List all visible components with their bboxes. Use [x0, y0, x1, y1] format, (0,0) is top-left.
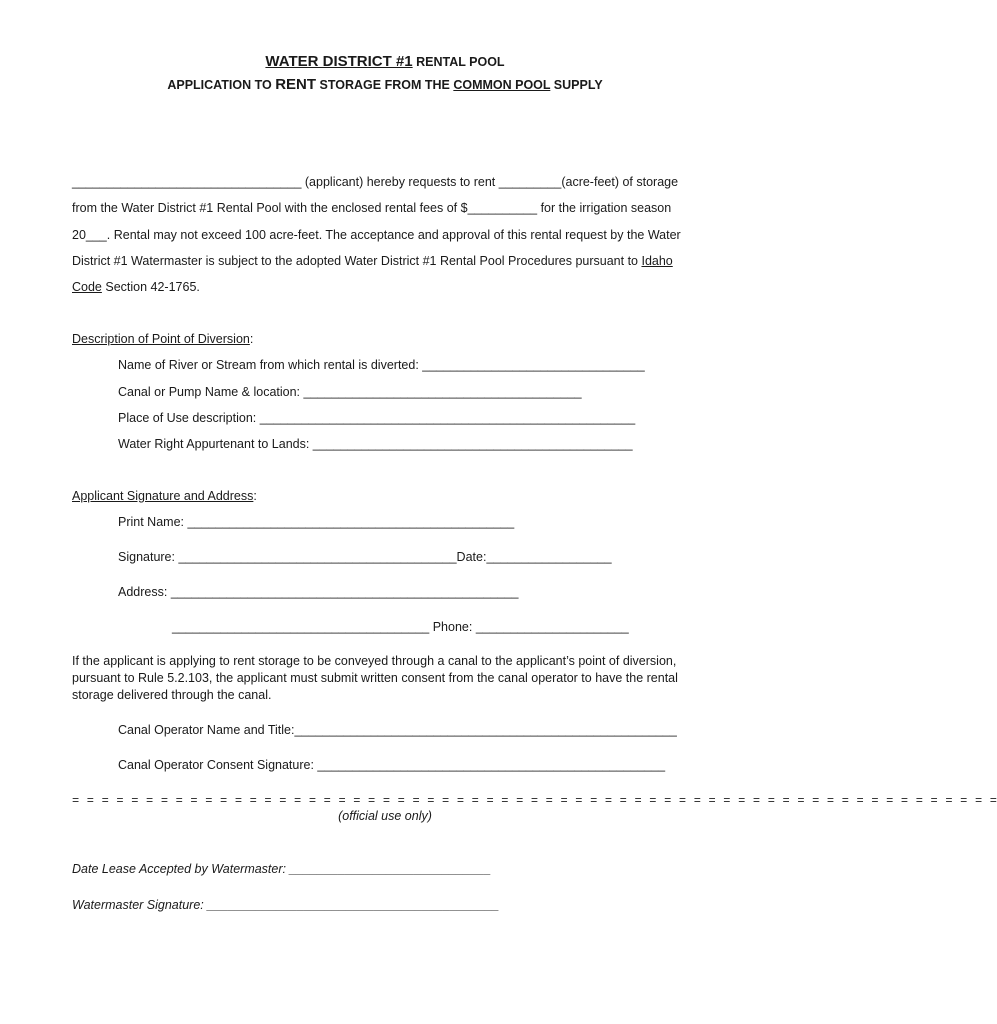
address-field[interactable]: __________________________________________________ [170, 585, 519, 599]
canal-para-line-1: If the applicant is applying to rent storage to be conveyed through a canal to the applicant’s point of diversion, [72, 654, 677, 668]
intro-line-3-text: . Rental may not exceed 100 acre-feet. The acceptance and approval of this rental request by the Water [106, 228, 681, 242]
lease-label: Date Lease Accepted by Watermaster: [72, 862, 290, 876]
intro-line-3 [72, 227, 681, 243]
operator-label: Canal Operator Name and Title: [118, 723, 295, 737]
lease-row [72, 861, 491, 877]
signature-field[interactable]: ________________________________________ [178, 550, 457, 564]
water-right-row [118, 436, 633, 452]
signature-label: Signature: [118, 550, 179, 564]
lease-date-field[interactable]: _____________________________ [289, 862, 492, 876]
subtitle-part-b: STORAGE FROM THE [316, 78, 454, 92]
intro-line-2-text: from the Water District #1 Rental Pool with the enclosed rental fees of $ [72, 201, 468, 215]
watermaster-signature-field[interactable]: __________________________________________ [207, 898, 500, 912]
print-name-label: Print Name: [118, 515, 188, 529]
title-rental-pool: RENTAL POOL [412, 55, 505, 69]
canal-field[interactable]: ________________________________________ [303, 385, 582, 399]
place-of-use-row [118, 410, 635, 426]
address-row [118, 584, 518, 600]
water-right-field[interactable]: ______________________________________________ [312, 437, 633, 451]
diversion-heading-colon: : [249, 332, 254, 346]
signature-heading-colon: : [253, 489, 257, 503]
signature-heading [72, 488, 257, 504]
intro-line-1 [72, 174, 678, 190]
intro-line-2-tail: for the irrigation season [537, 201, 672, 215]
separator-line: = = = = = = = = = = = = = = = = = = = = = = = = = = = = = = = = = = = = = = = = = = = = = = = = = = = = = = = = = = = = = = = [72, 794, 997, 808]
form-title [0, 53, 770, 70]
form-subtitle [0, 76, 770, 93]
print-name-row [118, 514, 514, 530]
applicant-name-field[interactable]: _________________________________ [72, 175, 302, 189]
subtitle-part-c: SUPPLY [550, 78, 603, 92]
consent-field[interactable]: __________________________________________________ [317, 758, 666, 772]
season-year-field[interactable]: ___ [85, 228, 107, 242]
canal-para-line-3: storage delivered through the canal. [72, 688, 272, 702]
intro-line-5-text: Section 42-1765. [101, 280, 200, 294]
intro-line-1-tail: (acre-feet) of storage [561, 175, 679, 189]
official-use-label: (official use only) [338, 809, 432, 823]
signature-row [118, 549, 612, 565]
season-year-prefix: 20 [72, 228, 86, 242]
intro-line-5 [72, 279, 200, 295]
consent-row [118, 757, 665, 773]
address-line-2-row [172, 619, 629, 635]
river-label: Name of River or Stream from which rental is diverted: [118, 358, 423, 372]
watermaster-signature-label: Watermaster Signature: [72, 898, 208, 912]
phone-field[interactable]: ______________________ [475, 620, 629, 634]
water-right-label: Water Right Appurtenant to Lands: [118, 437, 313, 451]
subtitle-part-a: APPLICATION TO [167, 78, 276, 92]
watermaster-signature-row [72, 897, 499, 913]
place-of-use-field[interactable]: ______________________________________________________ [259, 411, 636, 425]
code-link: Code [72, 280, 102, 294]
place-of-use-label: Place of Use description: [118, 411, 260, 425]
canal-row [118, 384, 582, 400]
subtitle-rent: RENT [275, 76, 317, 93]
title-district: WATER DISTRICT #1 [265, 53, 413, 70]
signature-heading-text: Applicant Signature and Address [72, 489, 254, 503]
subtitle-common-pool: COMMON POOL [453, 78, 551, 92]
rental-fee-field[interactable]: __________ [467, 201, 538, 215]
operator-field[interactable]: _______________________________________________________ [294, 723, 677, 737]
address-line-2-field[interactable]: _____________________________________ [172, 620, 430, 634]
idaho-link: Idaho [641, 254, 673, 268]
intro-line-4 [72, 253, 673, 269]
operator-row [118, 722, 677, 738]
consent-label: Canal Operator Consent Signature: [118, 758, 318, 772]
intro-line-1-text: (applicant) hereby requests to rent [301, 175, 499, 189]
date-field[interactable]: __________________ [486, 550, 612, 564]
date-label: Date: [456, 550, 487, 564]
diversion-heading [72, 331, 253, 347]
canal-label: Canal or Pump Name & location: [118, 385, 304, 399]
river-row [118, 357, 645, 373]
diversion-heading-text: Description of Point of Diversion [72, 332, 250, 346]
intro-line-4-text: District #1 Watermaster is subject to the adopted Water District #1 Rental Pool Procedures pursuant to [72, 254, 642, 268]
phone-label: Phone: [429, 620, 476, 634]
address-label: Address: [118, 585, 171, 599]
acre-feet-field[interactable]: _________ [498, 175, 562, 189]
intro-line-2 [72, 200, 671, 216]
river-field[interactable]: ________________________________ [422, 358, 645, 372]
print-name-field[interactable]: _______________________________________________ [187, 515, 515, 529]
canal-para-line-2: pursuant to Rule 5.2.103, the applicant must submit written consent from the canal operator to have the rental [72, 671, 678, 685]
